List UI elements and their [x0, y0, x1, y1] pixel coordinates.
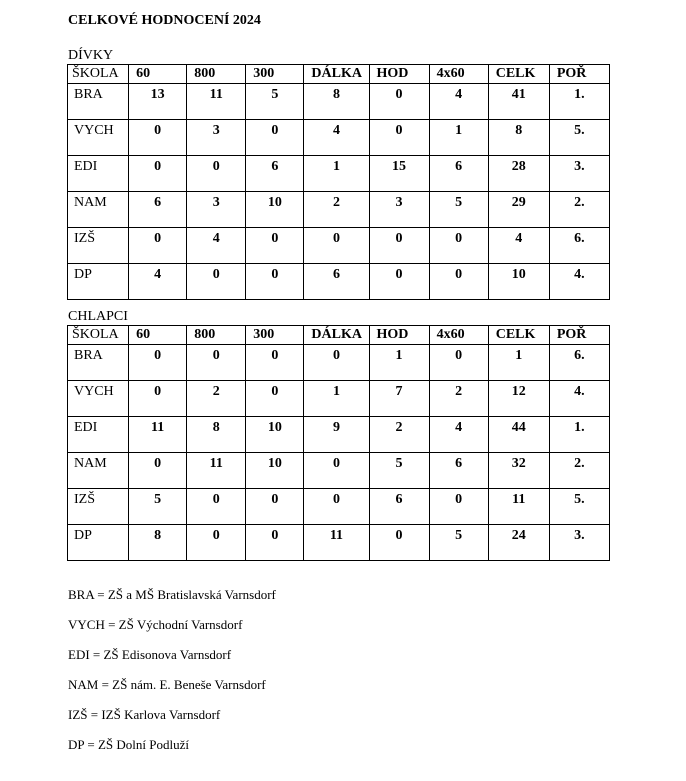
score-cell: 0 [246, 489, 304, 525]
table-row [68, 120, 610, 156]
score-cell: 0 [304, 489, 369, 525]
school-cell: BRA [68, 84, 129, 120]
score-cell: 1 [429, 120, 488, 156]
table-row [68, 264, 610, 300]
score-cell: 0 [369, 264, 429, 300]
score-cell: 0 [246, 381, 304, 417]
column-header: 60 [129, 65, 187, 84]
score-cell: 44 [488, 417, 549, 453]
column-header: 4x60 [429, 65, 488, 84]
score-cell: 0 [129, 453, 187, 489]
score-cell: 1 [304, 381, 369, 417]
score-cell: 11 [488, 489, 549, 525]
column-header: HOD [369, 65, 429, 84]
table-row [68, 228, 610, 264]
score-cell: 1. [549, 84, 609, 120]
column-header: POŘ [549, 326, 609, 345]
score-cell: 3. [549, 156, 609, 192]
school-cell: DP [68, 264, 129, 300]
column-header: 300 [246, 65, 304, 84]
score-cell: 5 [369, 453, 429, 489]
table-row [68, 381, 610, 417]
score-cell: 0 [304, 228, 369, 264]
score-cell: 5 [429, 525, 488, 561]
score-cell: 8 [488, 120, 549, 156]
table-row [68, 453, 610, 489]
score-cell: 6. [549, 228, 609, 264]
legend-item: VYCH = ZŠ Východní Varnsdorf [68, 617, 243, 632]
column-header: 60 [129, 326, 187, 345]
score-cell: 0 [129, 156, 187, 192]
score-cell: 11 [187, 84, 246, 120]
table-row [68, 156, 610, 192]
score-cell: 10 [246, 453, 304, 489]
score-cell: 24 [488, 525, 549, 561]
score-cell: 0 [187, 525, 246, 561]
school-cell: EDI [68, 417, 129, 453]
column-header: DÁLKA [304, 326, 369, 345]
column-header: 800 [187, 326, 246, 345]
score-cell: 11 [187, 453, 246, 489]
table-row [68, 489, 610, 525]
column-header: 4x60 [429, 326, 488, 345]
score-cell: 4 [187, 228, 246, 264]
score-cell: 11 [129, 417, 187, 453]
score-cell: 0 [187, 156, 246, 192]
score-cell: 6 [429, 156, 488, 192]
score-cell: 0 [246, 228, 304, 264]
score-cell: 3 [187, 120, 246, 156]
column-header: CELK [488, 326, 549, 345]
score-cell: 41 [488, 84, 549, 120]
score-cell: 10 [246, 417, 304, 453]
score-cell: 3 [369, 192, 429, 228]
score-cell: 6 [429, 453, 488, 489]
score-cell: 9 [304, 417, 369, 453]
score-cell: 0 [429, 264, 488, 300]
score-cell: 2 [187, 381, 246, 417]
table-row [68, 345, 610, 381]
column-header: ŠKOLA [68, 326, 129, 345]
score-cell: 4 [429, 84, 488, 120]
legend-item: BRA = ZŠ a MŠ Bratislavská Varnsdorf [68, 587, 276, 602]
score-cell: 0 [369, 84, 429, 120]
score-cell: 10 [488, 264, 549, 300]
score-cell: 0 [369, 120, 429, 156]
score-cell: 6 [129, 192, 187, 228]
score-cell: 0 [187, 489, 246, 525]
table-row [68, 84, 610, 120]
score-cell: 6 [369, 489, 429, 525]
column-header: ŠKOLA [68, 65, 129, 84]
score-cell: 0 [304, 345, 369, 381]
score-cell: 0 [369, 525, 429, 561]
score-cell: 15 [369, 156, 429, 192]
score-cell: 7 [369, 381, 429, 417]
score-cell: 0 [369, 228, 429, 264]
legend-item: EDI = ZŠ Edisonova Varnsdorf [68, 647, 232, 662]
score-cell: 1. [549, 417, 609, 453]
score-cell: 6. [549, 345, 609, 381]
score-cell: 5 [429, 192, 488, 228]
page-title: CELKOVÉ HODNOCENÍ 2024 [68, 13, 261, 28]
score-cell: 5. [549, 120, 609, 156]
score-cell: 3. [549, 525, 609, 561]
score-cell: 2 [304, 192, 369, 228]
score-cell: 2. [549, 192, 609, 228]
school-cell: BRA [68, 345, 129, 381]
column-header: DÁLKA [304, 65, 369, 84]
table-row [68, 525, 610, 561]
score-cell: 0 [129, 228, 187, 264]
table-row [68, 417, 610, 453]
score-cell: 4. [549, 381, 609, 417]
score-cell: 1 [304, 156, 369, 192]
school-cell: NAM [68, 453, 129, 489]
column-header: HOD [369, 326, 429, 345]
table-header-row [68, 326, 610, 345]
score-cell: 12 [488, 381, 549, 417]
score-cell: 0 [129, 381, 187, 417]
score-cell: 29 [488, 192, 549, 228]
score-cell: 4 [129, 264, 187, 300]
score-cell: 5 [246, 84, 304, 120]
score-cell: 0 [246, 525, 304, 561]
score-cell: 0 [429, 228, 488, 264]
score-cell: 0 [429, 345, 488, 381]
score-cell: 6 [304, 264, 369, 300]
score-cell: 0 [129, 345, 187, 381]
score-cell: 4 [429, 417, 488, 453]
score-cell: 0 [429, 489, 488, 525]
score-cell: 28 [488, 156, 549, 192]
results-table-girls [67, 64, 610, 300]
score-cell: 6 [246, 156, 304, 192]
score-cell: 0 [129, 120, 187, 156]
score-cell: 5. [549, 489, 609, 525]
table-header-row [68, 65, 610, 84]
score-cell: 1 [488, 345, 549, 381]
score-cell: 2 [369, 417, 429, 453]
section-label-boys: CHLAPCI [68, 309, 128, 324]
score-cell: 0 [246, 345, 304, 381]
score-cell: 4. [549, 264, 609, 300]
column-header: 800 [187, 65, 246, 84]
legend-item: IZŠ = IZŠ Karlova Varnsdorf [68, 707, 221, 722]
column-header: CELK [488, 65, 549, 84]
school-cell: IZŠ [68, 228, 129, 264]
score-cell: 3 [187, 192, 246, 228]
score-cell: 0 [304, 453, 369, 489]
legend-item: DP = ZŠ Dolní Podluží [68, 737, 189, 752]
school-cell: IZŠ [68, 489, 129, 525]
school-legend [68, 587, 276, 767]
score-cell: 0 [187, 345, 246, 381]
score-cell: 11 [304, 525, 369, 561]
section-label-girls: DÍVKY [68, 48, 114, 63]
score-cell: 8 [304, 84, 369, 120]
school-cell: VYCH [68, 381, 129, 417]
school-cell: EDI [68, 156, 129, 192]
score-cell: 8 [187, 417, 246, 453]
score-cell: 2 [429, 381, 488, 417]
score-cell: 13 [129, 84, 187, 120]
score-cell: 0 [246, 264, 304, 300]
score-cell: 32 [488, 453, 549, 489]
results-table-boys [67, 325, 610, 561]
column-header: POŘ [549, 65, 609, 84]
score-cell: 8 [129, 525, 187, 561]
score-cell: 1 [369, 345, 429, 381]
score-cell: 4 [304, 120, 369, 156]
score-cell: 0 [246, 120, 304, 156]
school-cell: VYCH [68, 120, 129, 156]
school-cell: DP [68, 525, 129, 561]
score-cell: 5 [129, 489, 187, 525]
table-row [68, 192, 610, 228]
legend-item: NAM = ZŠ nám. E. Beneše Varnsdorf [68, 677, 266, 692]
column-header: 300 [246, 326, 304, 345]
school-cell: NAM [68, 192, 129, 228]
score-cell: 2. [549, 453, 609, 489]
score-cell: 4 [488, 228, 549, 264]
score-cell: 0 [187, 264, 246, 300]
score-cell: 10 [246, 192, 304, 228]
